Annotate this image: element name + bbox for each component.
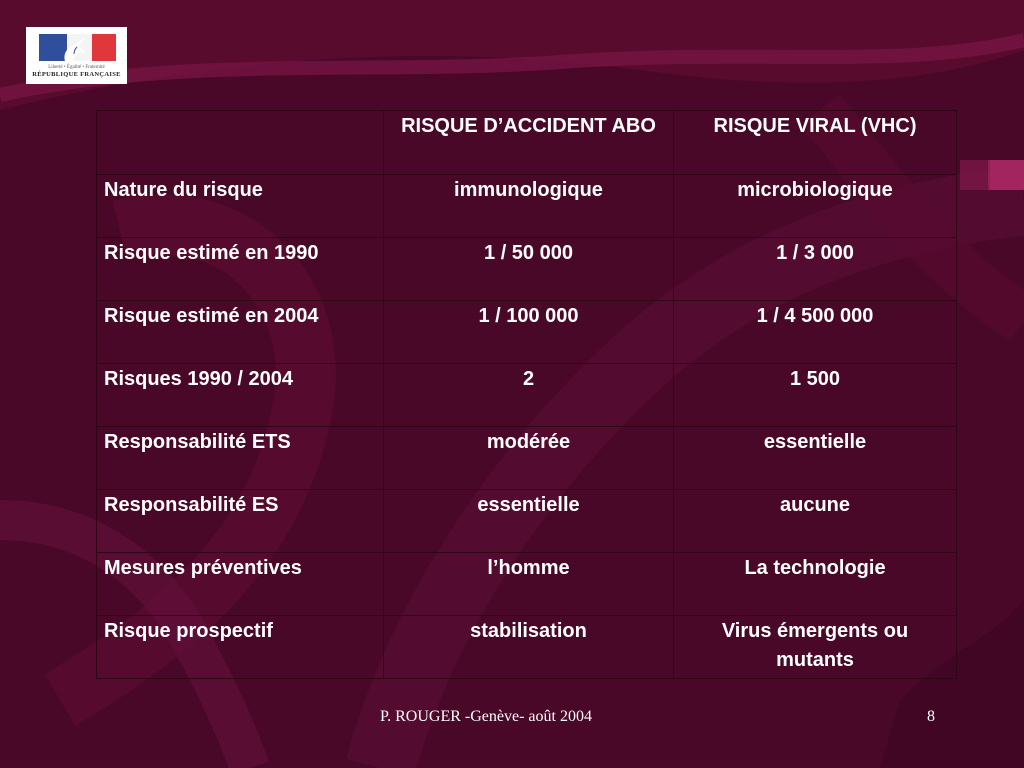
cell-abo: modérée <box>384 427 674 490</box>
cell-abo: immunologique <box>384 175 674 238</box>
cell-viral: 1 / 3 000 <box>674 238 957 301</box>
table-row <box>97 490 957 553</box>
table-row <box>97 175 957 238</box>
row-label: Risque estimé en 1990 <box>97 238 384 301</box>
republique-francaise-logo <box>26 27 127 84</box>
row-label: Nature du risque <box>97 175 384 238</box>
cell-viral: 1 500 <box>674 364 957 427</box>
marianne-profile-icon <box>47 34 102 61</box>
row-label: Risques 1990 / 2004 <box>97 364 384 427</box>
table-row <box>97 364 957 427</box>
row-label: Responsabilité ES <box>97 490 384 553</box>
table-row <box>97 427 957 490</box>
table-row <box>97 616 957 679</box>
row-label: Risque prospectif <box>97 616 384 679</box>
logo-motto: Liberté • Égalité • Fraternité <box>48 65 105 70</box>
cell-viral: Virus émergents ou mutants <box>674 616 957 679</box>
row-label: Mesures préventives <box>97 553 384 616</box>
cell-viral: microbiologique <box>674 175 957 238</box>
header-cell-viral: RISQUE VIRAL (VHC) <box>674 111 957 175</box>
cell-abo: stabilisation <box>384 616 674 679</box>
flag-emblem <box>31 31 122 62</box>
cell-abo: 1 / 50 000 <box>384 238 674 301</box>
footer-text: P. ROUGER -Genève- août 2004 <box>380 708 592 725</box>
row-label: Risque estimé en 2004 <box>97 301 384 364</box>
cell-abo: 2 <box>384 364 674 427</box>
table-row <box>97 301 957 364</box>
cell-viral: La technologie <box>674 553 957 616</box>
table-row <box>97 238 957 301</box>
row-label: Responsabilité ETS <box>97 427 384 490</box>
logo-country: RÉPUBLIQUE FRANÇAISE <box>32 71 121 78</box>
table-row <box>97 553 957 616</box>
cell-abo: essentielle <box>384 490 674 553</box>
risk-comparison-table <box>96 110 957 679</box>
cell-abo: 1 / 100 000 <box>384 301 674 364</box>
cell-viral: 1 / 4 500 000 <box>674 301 957 364</box>
cell-abo: l’homme <box>384 553 674 616</box>
cell-viral: aucune <box>674 490 957 553</box>
page-number: 8 <box>927 708 935 725</box>
header-cell-empty <box>97 111 384 175</box>
header-cell-abo: RISQUE D’ACCIDENT ABO <box>384 111 674 175</box>
table-header-row <box>97 111 957 175</box>
cell-viral: essentielle <box>674 427 957 490</box>
